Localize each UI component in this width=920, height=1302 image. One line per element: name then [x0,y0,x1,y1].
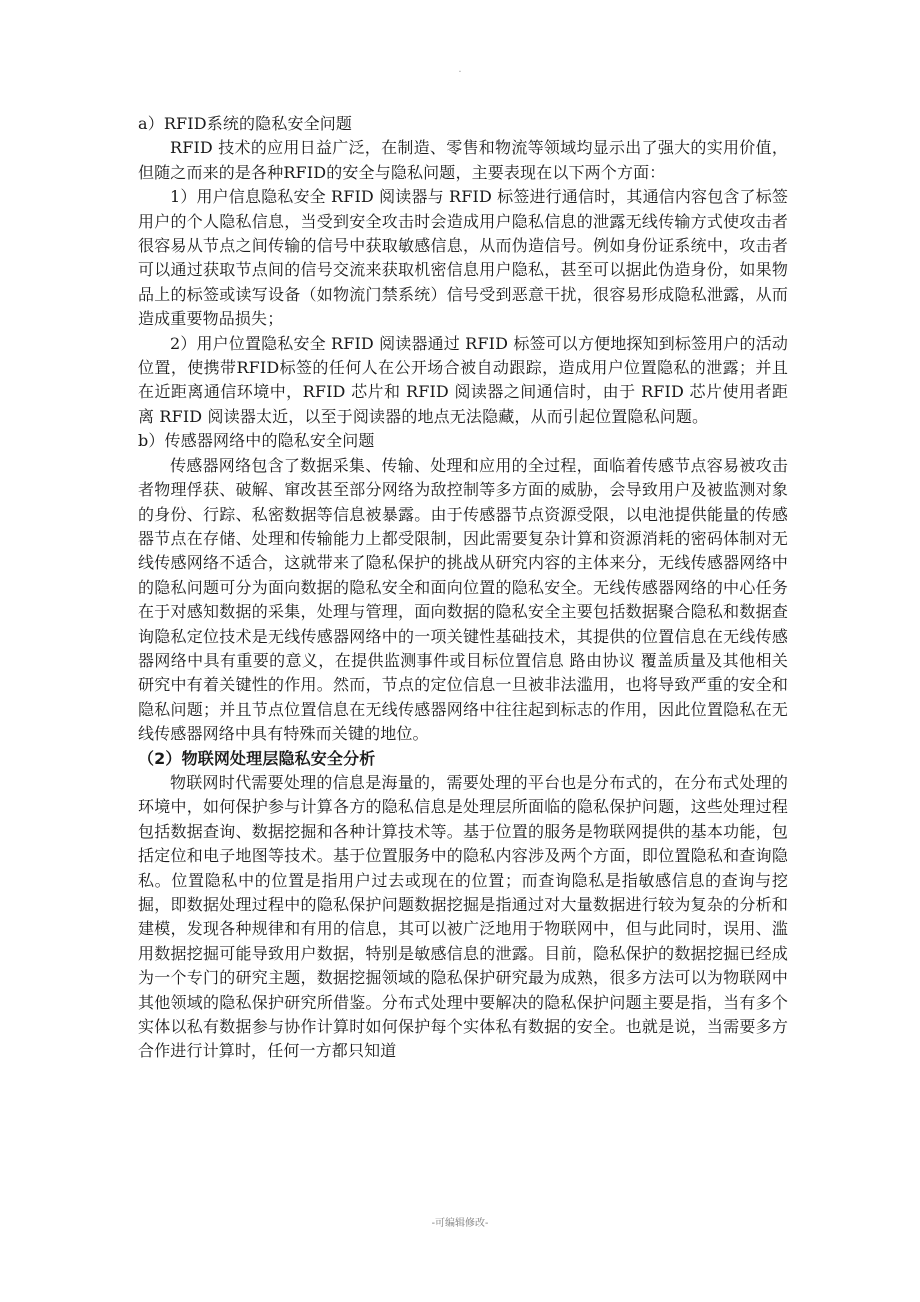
header-mark: . [458,64,462,75]
paragraph-rfid-user-info: 1）用户信息隐私安全 RFID 阅读器与 RFID 标签进行通信时，其通信内容包含了标签用户的个人隐私信息，当受到安全攻击时会造成用户隐私信息的泄露无线传输方式使攻击者很容易从节点之间传输的信号中获取敏感信息，从而伪造信号。例如身份证系统中，攻击者可以通过获取节点间的信号交流来获取机密信息用户隐私，甚至可以据此伪造身份，如果物品上的标签或读写设备（如物流门禁系统）信号受到恶意干扰，很容易形成隐私泄露，从而造成重要物品损失； [138,187,788,329]
paragraph-processing-layer: 物联网时代需要处理的信息是海量的，需要处理的平台也是分布式的，在分布式处理的环境中，如何保护参与计算各方的隐私信息是处理层所面临的隐私保护问题，这些处理过程包括数据查询、数据挖掘和各种计算技术等。基于位置的服务是物联网提供的基本功能，包括定位和电子地图等技术。基于位置服务中的隐私内容涉及两个方面，即位置隐私和查询隐私。位置隐私中的位置是指用户过去或现在的位置；而查询隐私是指敏感信息的查询与挖掘，即数据处理过程中的隐私保护问题数据挖掘是指通过对大量数据进行较为复杂的分析和建模，发现各种规律和有用的信息，其可以被广泛地用于物联网中，但与此同时，误用、滥用数据挖掘可能导致用户数据，特别是敏感信息的泄露。目前，隐私保护的数据挖掘已经成为一个专门的研究主题，数据挖掘领域的隐私保护研究最为成熟，很多方法可以为物联网中其他领域的隐私保护研究所借鉴。分布式处理中要解决的隐私保护问题主要是指，当有多个实体以私有数据参与协作计算时如何保护每个实体私有数据的安全。也就是说，当需要多方合作进行计算时，任何一方都只知道 [138,772,788,1061]
document-body [138,112,788,1064]
section-a-heading: a）RFID系统的隐私安全问题 [138,114,353,133]
page-footer: -可编辑修改- [431,1218,489,1229]
section-2-heading: （2）物联网处理层隐私安全分析 [138,748,376,768]
section-b-heading: b）传感器网络中的隐私安全问题 [138,431,375,451]
paragraph-rfid-location: 2）用户位置隐私安全 RFID 阅读器通过 RFID 标签可以方便地探知到标签用户的活动位置，使携带RFID标签的任何人在公开场合被自动跟踪，造成用户位置隐私的泄露；并且在近距离通信环境中，RFID 芯片和 RFID 阅读器之间通信时，由于 RFID 芯片使用者距离 RFID 阅读器太近，以至于阅读器的地点无法隐藏，从而引起位置隐私问题。 [138,333,788,426]
paragraph-rfid-intro: RFID 技术的应用日益广泛，在制造、零售和物流等领域均显示出了强大的实用价值，但随之而来的是各种RFID的安全与隐私问题，主要表现在以下两个方面： [138,138,788,182]
paragraph-sensor-network: 传感器网络包含了数据采集、传输、处理和应用的全过程，面临着传感节点容易被攻击者物理俘获、破解、窜改甚至部分网络为敌控制等多方面的威胁，会导致用户及被监测对象的身份、行踪、私密数据等信息被暴露。由于传感器节点资源受限，以电池提供能量的传感器节点在存储、处理和传输能力上都受限制，因此需要复杂计算和资源消耗的密码体制对无线传感网络不适合，这就带来了隐私保护的挑战从研究内容的主体来分，无线传感器网络中的隐私问题可分为面向数据的隐私安全和面向位置的隐私安全。无线传感器网络的中心任务在于对感知数据的采集，处理与管理，面向数据的隐私安全主要包括数据聚合隐私和数据查询隐私定位技术是无线传感器网络中的一项关键性基础技术，其提供的位置信息在无线传感器网络中具有重要的意义，在提供监测事件或目标位置信息 路由协议 覆盖质量及其他相关研究中有着关键性的作用。然而，节点的定位信息一旦被非法滥用，也将导致严重的安全和隐私问题；并且节点位置信息在无线传感器网络中往往起到标志的作用，因此位置隐私在无线传感器网络中具有特殊而关键的地位。 [138,455,788,744]
